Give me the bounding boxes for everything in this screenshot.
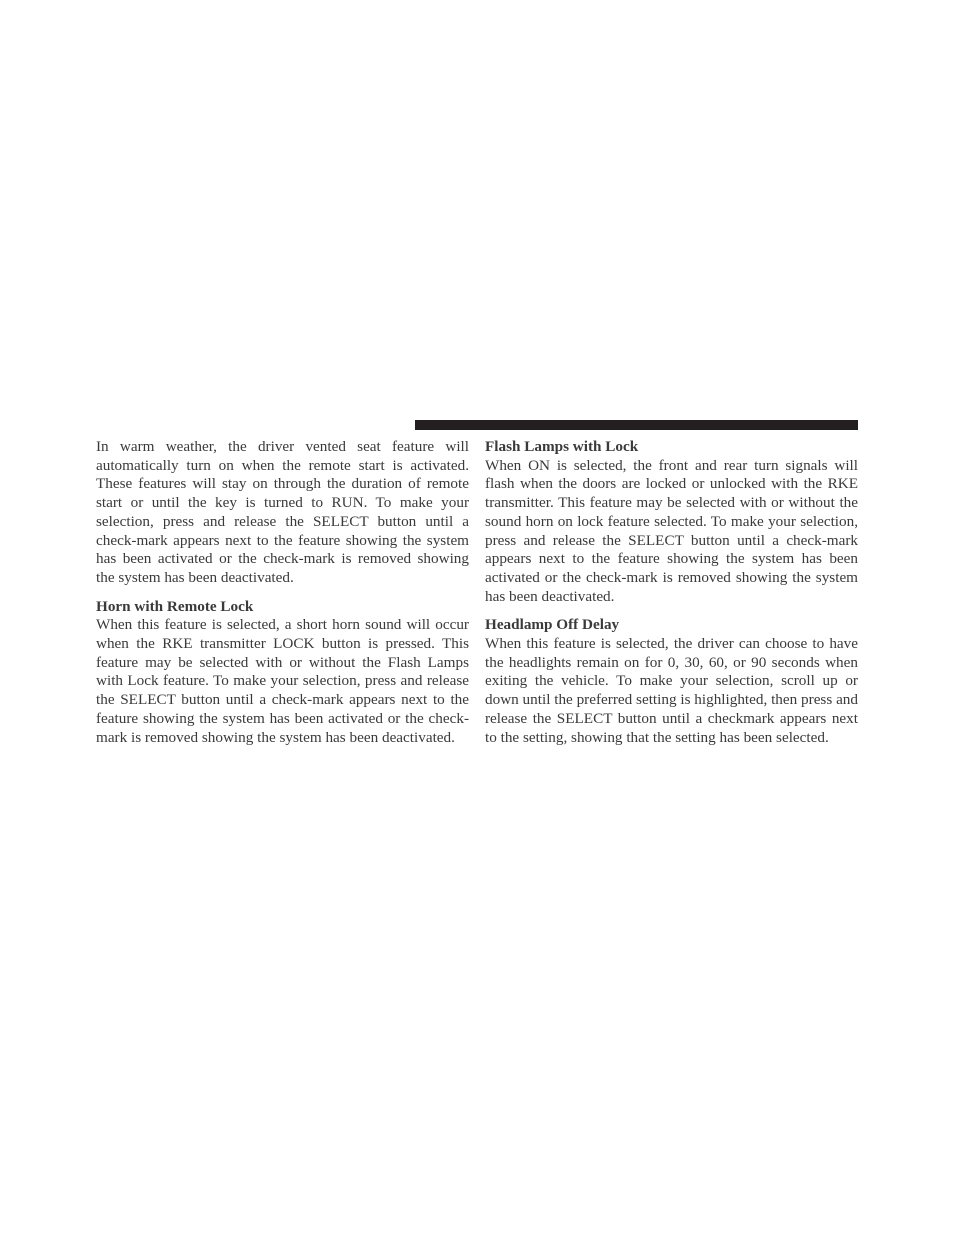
- flash-lamps-heading: Flash Lamps with Lock: [485, 438, 639, 455]
- spacer: [96, 588, 469, 598]
- left-column: [96, 438, 469, 747]
- headlamp-off-delay-heading: Headlamp Off Delay: [485, 616, 620, 634]
- header-rule: [415, 420, 858, 430]
- headlamp-off-delay-paragraph: When this feature is selected, the driver can choose to have the headlights remain on for 0, 30, 60, or 90 seconds when exiting the vehicle. To make your selection, scroll up or down until the preferred setting is highlighted, then press and release the SELECT button until a checkmark appears next to the setting, showing that the setting has been selected.: [485, 635, 858, 746]
- intro-paragraph: In warm weather, the driver vented seat feature will automatically turn on when the remote start is activated. These features will stay on through the duration of remote start or until the key is turned to RUN. To make your selection, press and release the SELECT button until a check-mark appears next to the feature showing the system has been activated or the check-mark is removed showing the system has been deactivated.: [96, 438, 469, 586]
- horn-remote-lock-paragraph: When this feature is selected, a short horn sound will occur when the RKE transmitter LOCK button is pressed. This feature may be selected with or without the Flash Lamps with Lock feature. To make your selection, press and release the SELECT button until a check-mark appears next to the feature showing the system has been activated or the check-mark is removed showing the system has been deactivated.: [96, 616, 469, 746]
- spacer: [485, 606, 858, 616]
- horn-remote-lock-heading: Horn with Remote Lock: [96, 597, 254, 615]
- right-column: [485, 438, 858, 747]
- flash-lamps-paragraph: When ON is selected, the front and rear turn signals will flash when the doors are locked or unlocked with the RKE transmitter. This feature may be selected with or without the sound horn on lock feature selected. To make your selection, press and release the SELECT button until a check-mark appears next to the feature showing the system has been activated or the check-mark is removed showing the system has been deactivated.: [485, 456, 858, 605]
